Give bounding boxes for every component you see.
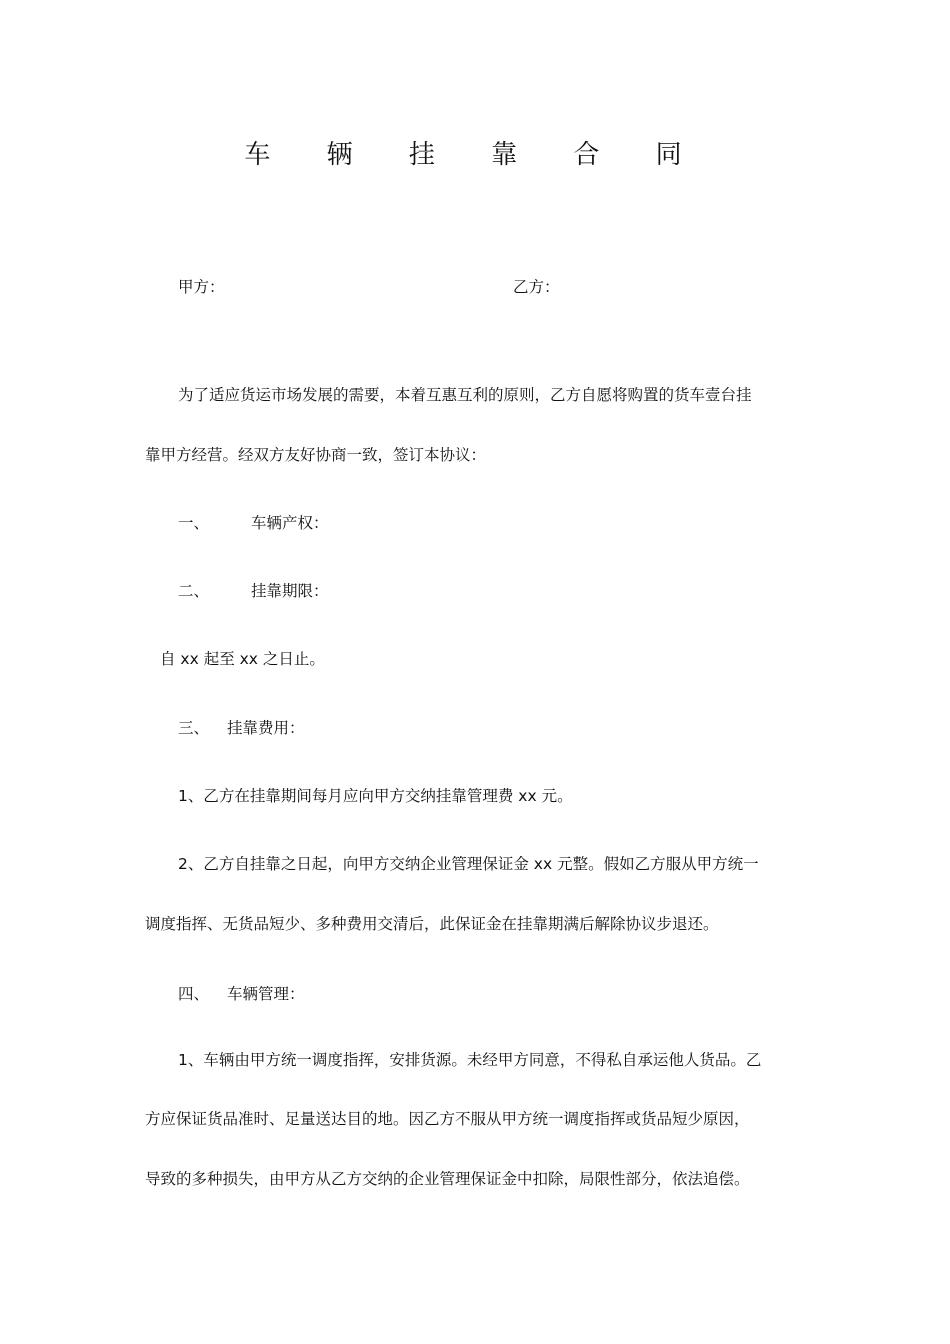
fee-clause-2-line-1: 2、乙方自挂靠之日起，向甲方交纳企业管理保证金 xx 元整。假如乙方服从甲方统一 [178,855,759,873]
section-4-heading [178,984,305,1004]
section-1-title: 车辆产权： [251,514,329,532]
party-a-label: 甲方： [178,278,225,296]
section-3-heading [178,718,305,738]
party-b-label: 乙方： [513,278,560,296]
section-4-number: 四、 [178,985,210,1003]
fee-clause-2-line-2: 调度指挥、无货品短少、多种费用交清后，此保证金在挂靠期满后解除协议步退还。 [145,915,719,933]
fee-clause-1: 1、乙方在挂靠期间每月应向甲方交纳挂靠管理费 xx 元。 [178,787,573,805]
document-title: 车 辆 挂 靠 合 同 [244,140,706,170]
section-2-title: 挂靠期限： [251,582,329,600]
intro-line-1: 为了适应货运市场发展的需要，本着互惠互利的原则，乙方自愿将购置的货车壹台挂 [178,386,752,404]
intro-line-2: 靠甲方经营。经双方友好协商一致，签订本协议： [145,446,487,464]
mgmt-clause-1-line-3: 导致的多种损失，由甲方从乙方交纳的企业管理保证金中扣除，局限性部分，依法追偿。 [145,1170,750,1188]
section-1-number: 一、 [178,514,210,532]
section-2-number: 二、 [178,582,210,600]
section-3-title: 挂靠费用： [227,719,305,737]
mgmt-clause-1-line-1: 1、车辆由甲方统一调度指挥，安排货源。未经甲方同意，不得私自承运他人货品。乙 [178,1051,762,1069]
section-4-title: 车辆管理： [227,985,305,1003]
section-2-heading [178,581,329,601]
section-1-heading [178,513,329,533]
term-text: 自 xx 起至 xx 之日止。 [160,650,325,668]
mgmt-clause-1-line-2: 方应保证货品准时、足量送达目的地。因乙方不服从甲方统一调度指挥或货品短少原因， [145,1110,750,1128]
section-3-number: 三、 [178,719,210,737]
